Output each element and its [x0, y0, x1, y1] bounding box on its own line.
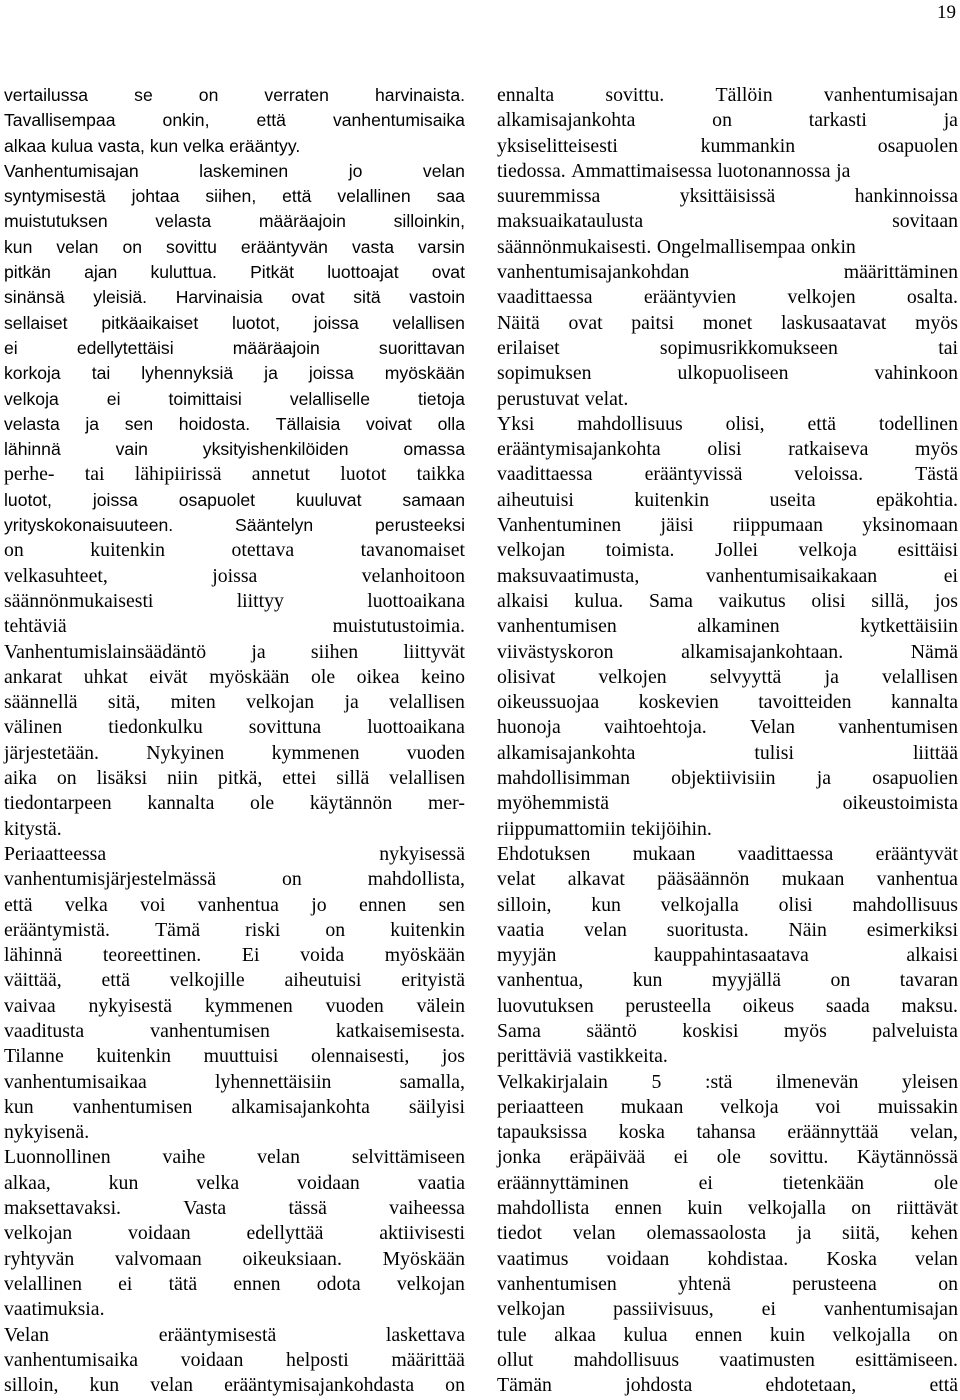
text-line: lähinnä teoreettinen. Ei voida myöskään	[4, 944, 465, 967]
text-line: Luonnollinen vaihe velan selvittämiseen	[4, 1146, 465, 1169]
text-line: tiedontarpeen kannalta ole käytännön mer-	[4, 792, 465, 815]
text-line: alkaa kulua vasta, kun velka erääntyy.	[4, 135, 301, 156]
text-line: yksiselitteisesti kummankin osapuolen	[497, 134, 958, 157]
text-line: tiedossa. Ammattimaisessa luotonannossa ja	[497, 159, 851, 182]
text-line: silloin, kun velan erääntymisajankohdasta on	[4, 1374, 465, 1397]
text-line: lähinnä vain yksityishenkilöiden omassa	[4, 439, 465, 460]
text-line: olisivat velkojen selvyyttä ja velallisen	[497, 665, 958, 688]
text-line: alkamisajankohta on tarkasti ja	[497, 109, 958, 132]
text-line: korkoja tai lyhennyksiä ja joissa myöskään	[4, 363, 465, 384]
text-line: on kuitenkin otettava tavanomaiset	[4, 539, 465, 562]
text-line: Tämän johdosta ehdotetaan, että	[497, 1374, 958, 1397]
text-line: vanhentua, kun myyjällä on tavaran	[497, 969, 958, 992]
text-line: perhe- tai lähipiirissä annetut luotot taikka	[4, 463, 465, 486]
left-text-column	[4, 83, 465, 1398]
text-line: tiedot velan olemassaolosta ja siitä, kehen	[497, 1222, 958, 1245]
text-line: eräännyttäminen ei tietenkään ole	[497, 1171, 958, 1194]
text-line: Velkakirjalain 5 :stä ilmenevän yleisen	[497, 1070, 958, 1093]
text-line: velkasuhteet, joissa velanhoitoon	[4, 564, 465, 587]
text-line: ollut mahdollisuus vaatimusten esittämiseen.	[497, 1348, 958, 1371]
text-line: ryhtyvän valvomaan oikeuksiaan. Myöskään	[4, 1247, 465, 1270]
text-line: yrityskokonaisuuteen. Sääntelyn perusteeksi	[4, 515, 465, 536]
text-line: vaadittaessa erääntyvissä veloissa. Tästä	[497, 463, 958, 486]
text-line: vanhentumisen yhtenä perusteena on	[497, 1272, 958, 1295]
text-line: velallinen ei tätä ennen odota velkojan	[4, 1272, 465, 1295]
text-line: vanhentumisaikaa lyhennettäisiin samalla,	[4, 1070, 465, 1093]
text-line: velkoja ei toimittaisi velalliselle tietoja	[4, 388, 465, 409]
text-line: kun velan on sovittu erääntyvän vasta varsin	[4, 236, 465, 257]
text-line: suuremmissa yksittäisissä hankinnoissa	[497, 185, 958, 208]
text-line: mahdollisimman objektiivisiin ja osapuolien	[497, 767, 958, 790]
text-line: vaaditusta vanhentumisen katkaisemisesta.	[4, 1019, 465, 1042]
text-line: ennalta sovittu. Tällöin vanhentumisajan	[497, 84, 958, 106]
text-line: Yksi mahdollisuus olisi, että todellinen	[497, 412, 958, 435]
text-line: Tavallisempaa onkin, että vanhentumisaika	[4, 110, 465, 131]
text-line: tehtäviä muistutustoimia.	[4, 615, 465, 638]
text-line: Näitä ovat paitsi monet laskusaatavat myös	[497, 311, 958, 334]
text-line: Sama sääntö koskisi myös palveluista	[497, 1019, 958, 1042]
text-line: erilaiset sopimusrikkomukseen tai	[497, 336, 958, 359]
text-line: säännellä sitä, miten velkojan ja velallisen	[4, 691, 465, 714]
text-line: erääntymistä. Tämä riski on kuitenkin	[4, 918, 465, 941]
text-line: muistutuksen velasta määräajoin silloinkin,	[4, 211, 465, 232]
text-line: ei edellytettäisi määräajoin suorittavan	[4, 337, 465, 358]
text-line: vaadittaessa erääntyvien velkojen osalta.	[497, 286, 958, 309]
text-line: säännönmukaisesti. Ongelmallisempaa onkin	[497, 235, 856, 258]
right-text-column	[497, 83, 958, 1398]
text-line: silloin, kun velkojalla olisi mahdollisuus	[497, 893, 958, 916]
text-line: alkaa, kun velka voidaan vaatia	[4, 1171, 465, 1194]
text-line: vaatia velan suoritusta. Näin esimerkiksi	[497, 918, 958, 941]
text-line: kun vanhentumisen alkamisajankohta säilyisi	[4, 1095, 465, 1118]
text-line: velkojan voidaan edellyttää aktiivisesti	[4, 1222, 465, 1245]
text-line: maksuvaatimusta, vanhentumisaikakaan ei	[497, 564, 958, 587]
text-line: vaatimuksia.	[4, 1298, 105, 1321]
text-line: luotot, joissa osapuolet kuuluvat samaan	[4, 489, 465, 510]
text-line: Tilanne kuitenkin muuttuisi olennaisesti, jos	[4, 1045, 465, 1068]
text-line: tapauksissa koska tahansa eräännyttää velan,	[497, 1121, 958, 1144]
text-line: aiheutuisi kuitenkin useita epäkohtia.	[497, 488, 958, 511]
text-line: velasta ja sen hoidosta. Tällaisia voivat olla	[4, 413, 465, 434]
text-line: Vanhentumislainsäädäntö ja siihen liittyvät	[4, 640, 465, 663]
text-line: aika on lisäksi niin pitkä, ettei sillä velallisen	[4, 767, 465, 790]
text-line: riippumattomiin tekijöihin.	[497, 817, 712, 840]
text-line: syntymisestä johtaa siihen, että velallinen saa	[4, 186, 465, 207]
text-line: periaatteen mukaan velkoja voi muissakin	[497, 1095, 958, 1118]
text-line: myyjän kauppahintasaatava alkaisi	[497, 944, 958, 967]
text-line: Vanhentumisajan laskeminen jo velan	[4, 160, 465, 181]
page-number: 19	[937, 2, 956, 23]
text-line: vanhentumisen alkaminen kytkettäisiin	[497, 615, 958, 638]
text-line: sinänsä yleisiä. Harvinaisia ovat sitä vastoin	[4, 287, 465, 308]
text-line: säännönmukaisesti liittyy luottoaikana	[4, 589, 465, 612]
text-line: luovutuksen perusteella oikeus saada maksu.	[497, 994, 958, 1017]
text-line: Velan erääntymisestä laskettava	[4, 1323, 465, 1346]
text-line: vanhentumisajankohdan määrittäminen	[497, 261, 958, 284]
text-line: sopimuksen ulkopuoliseen vahinkoon	[497, 362, 958, 385]
text-line: oikeussuojaa koskevien tavoitteiden kannalta	[497, 691, 958, 714]
text-line: vanhentumisaika voidaan helposti määrittää	[4, 1348, 465, 1371]
text-line: Ehdotuksen mukaan vaadittaessa erääntyvät	[497, 842, 958, 865]
text-line: velat alkavat pääsäännön mukaan vanhentua	[497, 868, 958, 891]
text-line: vertailussa se on verraten harvinaista.	[4, 85, 465, 105]
text-line: velkojan toimista. Jollei velkoja esittäisi	[497, 539, 958, 562]
text-line: maksuaikataulusta sovitaan	[497, 210, 958, 233]
text-line: alkamisajankohta tulisi liittää	[497, 741, 958, 764]
text-line: viivästyskoron alkamisajankohtaan. Nämä	[497, 640, 958, 663]
text-line: järjestetään. Nykyinen kymmenen vuoden	[4, 741, 465, 764]
text-line: Periaatteessa nykyisessä	[4, 842, 465, 865]
text-line: pitkän ajan kuluttua. Pitkät luottoajat ovat	[4, 262, 465, 283]
text-line: sellaiset pitkäaikaiset luotot, joissa velallisen	[4, 312, 465, 333]
text-line: nykyisenä.	[4, 1121, 90, 1144]
text-line: maksettavaksi. Vasta tässä vaiheessa	[4, 1197, 465, 1220]
text-line: perustuvat velat.	[497, 387, 629, 410]
text-line: erääntymisajankohta olisi ratkaiseva myös	[497, 438, 958, 461]
text-line: jonka eräpäivää ei ole sovittu. Käytännössä	[497, 1146, 958, 1169]
text-line: ankarat uhkat eivät myöskään ole oikea keino	[4, 665, 465, 688]
text-line: perittäviä vastikkeita.	[497, 1045, 668, 1068]
text-line: vaatimus voidaan kohdistaa. Koska velan	[497, 1247, 958, 1270]
text-line: että velka voi vanhentua jo ennen sen	[4, 893, 465, 916]
text-line: velkojan passiivisuus, ei vanhentumisajan	[497, 1298, 958, 1321]
text-line: alkaisi kulua. Sama vaikutus olisi sillä, jos	[497, 589, 958, 612]
text-line: vanhentumisjärjestelmässä on mahdollista,	[4, 868, 465, 891]
text-line: välinen tiedonkulku sovittuna luottoaikana	[4, 716, 465, 739]
text-line: väittää, että velkojille aiheutuisi erityistä	[4, 969, 465, 992]
text-line: Vanhentuminen jäisi riippumaan yksinomaan	[497, 514, 958, 537]
text-line: huonoja vaihtoehtoja. Velan vanhentumisen	[497, 716, 958, 739]
text-line: kitystä.	[4, 817, 62, 840]
text-line: mahdollista ennen kuin velkojalla on riittävät	[497, 1197, 958, 1220]
text-line: tule alkaa kulua ennen kuin velkojalla on	[497, 1323, 958, 1346]
text-line: vaivaa nykyisestä kymmenen vuoden välein	[4, 994, 465, 1017]
text-line: myöhemmistä oikeustoimista	[497, 792, 958, 815]
